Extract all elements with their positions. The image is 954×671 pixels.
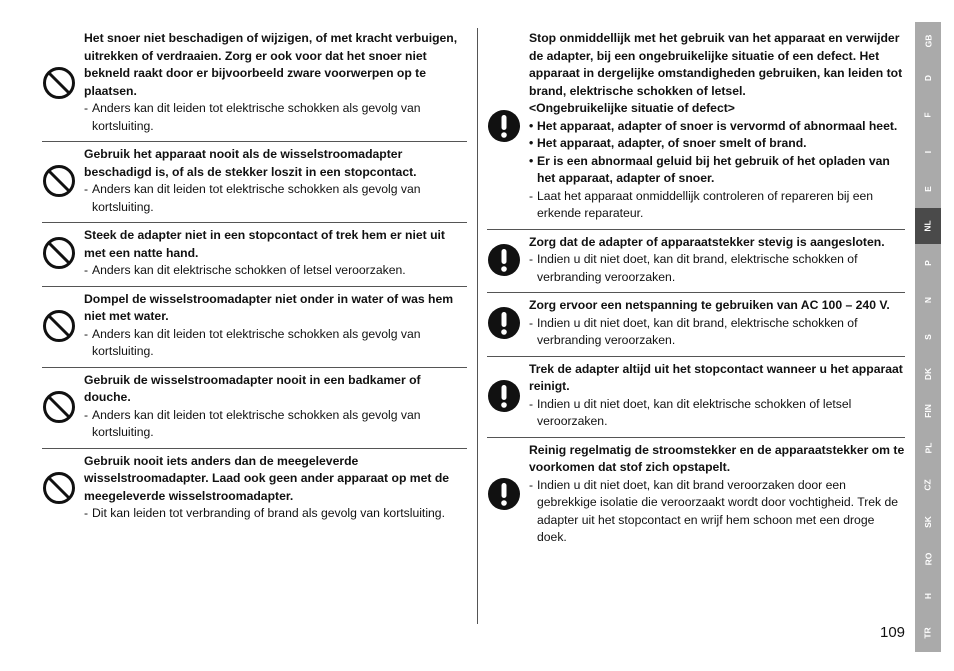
warning-note: - Indien u dit niet doet, kan dit elektrische schokken of letsel veroorzaken. [529, 396, 852, 428]
warning-item [42, 141, 467, 222]
language-tab-p[interactable]: P [922, 260, 933, 266]
column-divider [477, 28, 478, 624]
language-tab-sk[interactable]: SK [923, 516, 933, 528]
warning-item [42, 222, 467, 286]
language-tab-cz[interactable]: CZ [923, 479, 933, 491]
bullet-item: • Er is een abnormaal geluid bij het gebruik of het opladen van het apparaat, adapter of snoer. [529, 153, 890, 185]
language-tab-n[interactable]: N [922, 296, 933, 304]
warning-note: - Anders kan dit leiden tot elektrische schokken als gevolg van kortsluiting. [84, 326, 421, 358]
language-tab-fin[interactable]: FIN [922, 404, 933, 418]
warning-heading: Gebruik nooit iets anders dan de meegeleverde wisselstroomadapter. Laad ook geen ander apparaat op met de meegeleverde wisselstroomadapter. [84, 453, 450, 503]
warning-note: - Anders kan dit leiden tot elektrische schokken als gevolg van kortsluiting. [84, 407, 421, 439]
warning-item [42, 448, 467, 529]
warning-note: - Dit kan leiden tot verbranding of brand als gevolg van kortsluiting. [84, 506, 445, 520]
language-tab-h[interactable]: H [922, 592, 933, 600]
warning-heading: Trek de adapter altijd uit het stopcontact wanneer u het apparaat reinigt. [529, 361, 903, 393]
warning-heading: Stop onmiddellijk met het gebruik van het apparaat en verwijder de adapter, bij een ongebruikelijke situatie of een defect. Het apparaat in dergelijke omstandigheden gebruiken, kan leiden tot brand, elektrische schokken of letsel. [529, 31, 903, 98]
prohibition-icon [42, 146, 84, 216]
language-tab-tr[interactable]: TR [923, 627, 933, 639]
warning-note: - Anders kan dit leiden tot elektrische schokken als gevolg van kortsluiting. [84, 182, 421, 214]
warning-heading: Gebruik het apparaat nooit als de wisselstroomadapter beschadigd is, of als de stekker loszit in een stopcontact. [84, 147, 417, 179]
warning-heading: Dompel de wisselstroomadapter niet onder in water of was hem niet met water. [84, 291, 454, 323]
warning-item [487, 437, 905, 553]
warning-item [42, 367, 467, 448]
language-tab-d[interactable]: D [922, 74, 933, 82]
warning-item [487, 229, 905, 293]
warning-heading: Zorg dat de adapter of apparaatstekker stevig is aangesloten. [529, 234, 885, 249]
language-tab-e[interactable]: E [922, 186, 933, 192]
warning-subheading: <Ongebruikelijke situatie of defect> [529, 101, 735, 115]
warning-heading: Reinig regelmatig de stroomstekker en de apparaatstekker om te voorkomen dat stof zich opstapelt. [529, 442, 905, 474]
warning-note: - Anders kan dit leiden tot elektrische schokken als gevolg van kortsluiting. [84, 101, 421, 133]
warning-heading: Gebruik de wisselstroomadapter nooit in een badkamer of douche. [84, 372, 421, 404]
warning-item [42, 286, 467, 367]
bullet-item: • Het apparaat, adapter of snoer is vervormd of abnormaal heet. [529, 118, 898, 133]
mandatory-icon [487, 234, 529, 287]
warning-heading: Steek de adapter niet in een stopcontact of trek hem er niet uit met een natte hand. [84, 228, 445, 260]
prohibition-icon [42, 453, 84, 523]
page-number: 109 [880, 624, 906, 641]
warning-item [42, 30, 467, 141]
warning-note: - Anders kan dit elektrische schokken of letsel veroorzaken. [84, 263, 406, 277]
prohibition-icon [42, 372, 84, 442]
warning-heading: Zorg ervoor een netspanning te gebruiken van AC 100 – 240 V. [529, 298, 890, 312]
language-sidebar [915, 22, 941, 652]
warning-item [487, 356, 905, 437]
language-tab-nl[interactable]: NL [915, 208, 941, 244]
right-column [487, 30, 905, 553]
warning-note: - Indien u dit niet doet, kan dit brand veroorzaken door een gebrekkige isolatie die veroorzaakt wordt door vochtigheid. Trek de adapter uit het stopcontact en wrijf hem schoon met een droge doek. [529, 477, 899, 544]
prohibition-icon [42, 291, 84, 361]
language-tab-dk[interactable]: DK [923, 367, 933, 381]
warning-item [487, 30, 905, 229]
warning-note: - Indien u dit niet doet, kan dit brand, elektrische schokken of verbranding veroorzaken. [529, 315, 858, 347]
warning-item [487, 292, 905, 356]
mandatory-icon [487, 442, 529, 547]
language-tab-pl[interactable]: PL [923, 442, 933, 454]
left-column [42, 30, 467, 529]
language-tab-f[interactable]: F [922, 112, 933, 118]
mandatory-icon [487, 297, 529, 350]
warning-note: - Indien u dit niet doet, kan dit brand, elektrische schokken of verbranding veroorzaken. [529, 252, 858, 284]
bullet-item: • Het apparaat, adapter, of snoer smelt of brand. [529, 136, 807, 150]
warning-note: - Laat het apparaat onmiddellijk controleren of repareren bij een erkende reparateur. [529, 188, 874, 220]
language-tab-ro[interactable]: RO [923, 552, 933, 566]
language-tab-gb[interactable]: GB [923, 34, 933, 48]
language-tab-s[interactable]: S [922, 334, 933, 340]
mandatory-icon [487, 30, 529, 223]
mandatory-icon [487, 361, 529, 431]
prohibition-icon [42, 30, 84, 135]
warning-heading: Het snoer niet beschadigen of wijzigen, of met kracht verbuigen, uitrekken of verdraaien. Zorg er ook voor dat het snoer niet bekneld raakt door er bijvoorbeeld zware voorwerpen op te plaatsen. [84, 31, 458, 98]
prohibition-icon [42, 227, 84, 280]
language-tab-i[interactable]: I [923, 150, 933, 154]
